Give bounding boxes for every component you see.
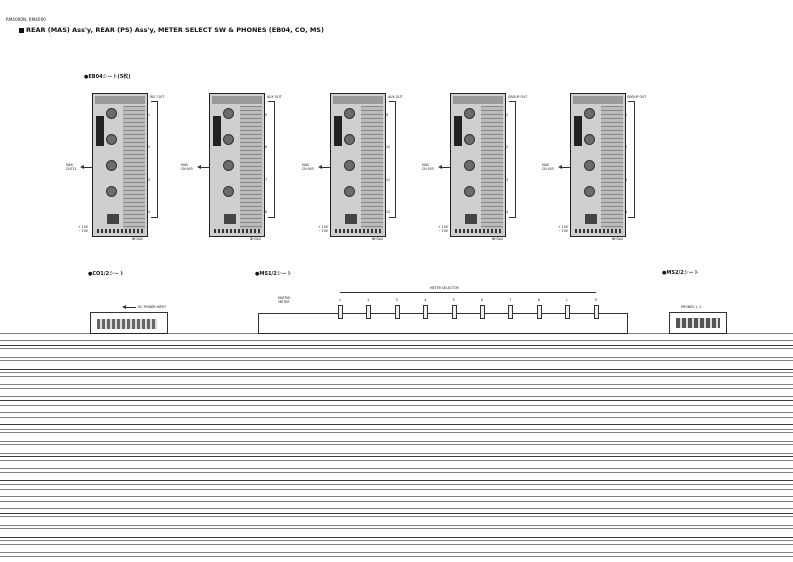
scan-line — [0, 468, 793, 469]
selector-switch — [594, 305, 599, 319]
output-bracket — [268, 101, 275, 218]
board-code: BH3A4 — [132, 237, 143, 241]
supply-label: + 15V − 15V — [318, 225, 328, 233]
mas-label: MAS CN 903 — [302, 163, 314, 171]
row-number: 9 — [386, 113, 389, 117]
ms2-board — [669, 312, 727, 334]
mas-label: MAS CN 403 — [542, 163, 554, 171]
scan-line — [0, 429, 793, 430]
out-label: GROUP OUT — [508, 95, 528, 99]
scan-line — [0, 552, 793, 553]
pcb-image — [330, 93, 389, 237]
row-number: 7 — [265, 178, 268, 182]
row-number: 4 — [148, 210, 151, 214]
mas-label: MAS CN711 — [66, 163, 77, 171]
ms1-board — [258, 313, 628, 334]
scan-line — [0, 460, 793, 461]
board-code: BH3A4 — [250, 237, 261, 241]
scan-line — [0, 556, 793, 557]
row-number: 2 — [506, 145, 509, 149]
row-number: 4 — [625, 210, 628, 214]
selector-switch — [423, 305, 428, 319]
row-number: 10 — [386, 145, 391, 149]
mas-label: MAS CN 903 — [181, 163, 193, 171]
scan-line — [0, 489, 793, 490]
switch-number: R — [594, 298, 597, 302]
selector-switch — [452, 305, 457, 319]
scan-line — [0, 528, 793, 529]
caution-mark — [334, 116, 342, 146]
model-number: RM4000N, RM4000 — [6, 17, 46, 22]
scan-line — [0, 333, 793, 334]
selector-switch — [480, 305, 485, 319]
lead-line — [84, 167, 92, 168]
scan-line — [0, 417, 793, 418]
caution-mark — [574, 116, 582, 146]
scan-line — [0, 453, 793, 454]
lead-line — [442, 167, 450, 168]
row-number: 1 — [148, 113, 151, 117]
scan-line — [0, 508, 793, 509]
scan-line — [0, 424, 793, 425]
meter-selector-label: METER SELECTOR — [430, 286, 459, 290]
lead-line — [201, 167, 209, 168]
scan-line — [0, 340, 793, 341]
scan-line — [0, 388, 793, 389]
row-number: 4 — [506, 210, 509, 214]
switch-number: 4 — [424, 298, 427, 302]
selector-switch — [565, 305, 570, 319]
row-number: 1 — [506, 113, 509, 117]
switch-number: 3 — [395, 298, 398, 302]
scan-line — [0, 496, 793, 497]
section-ms12-label: ●MS1/2シート — [255, 271, 292, 277]
caution-mark — [454, 116, 462, 146]
scan-line — [0, 513, 793, 514]
selector-switch — [366, 305, 371, 319]
row-number: 5 — [265, 113, 268, 117]
matrix-meter-label: MATRIX METER — [278, 296, 290, 304]
scan-line — [0, 484, 793, 485]
row-number: 12 — [386, 210, 391, 214]
supply-label: + 15V − 15V — [558, 225, 568, 233]
row-number: 3 — [625, 178, 628, 182]
section-eb04-label: ●EB04シート(5枚) — [84, 74, 131, 80]
out-label: GROUP OUT — [627, 95, 647, 99]
board-code: BH3A4 — [612, 237, 623, 241]
row-number: 1 — [625, 113, 628, 117]
pcb-image — [450, 93, 509, 237]
output-bracket — [628, 101, 635, 218]
row-number: 2 — [148, 145, 151, 149]
out-label: AUX OUT — [267, 95, 282, 99]
phones-label: PHONES 1, 2 — [681, 305, 702, 309]
scan-line — [0, 444, 793, 445]
output-bracket — [151, 101, 158, 218]
out-label: AUX OUT — [388, 95, 403, 99]
lead-line — [126, 307, 136, 308]
caution-mark — [96, 116, 104, 146]
scan-line — [0, 369, 793, 370]
scan-line — [0, 348, 793, 349]
selector-switch — [508, 305, 513, 319]
scan-line — [0, 472, 793, 473]
scan-line — [0, 405, 793, 406]
scan-line — [0, 372, 793, 373]
title-square-icon — [19, 28, 24, 33]
lead-line — [322, 167, 330, 168]
degraded-scan-area — [0, 333, 793, 562]
supply-label: + 15V − 15V — [438, 225, 448, 233]
scan-line — [0, 480, 793, 481]
selector-switch — [395, 305, 400, 319]
title-text: REAR (MAS) Ass'y, REAR (PS) Ass'y, METER SELECT SW & PHONES (EB04, CO, MS) — [26, 26, 324, 34]
scan-line — [0, 396, 793, 397]
scan-line — [0, 525, 793, 526]
scan-line — [0, 516, 793, 517]
lead-line — [562, 167, 570, 168]
switch-number: L — [566, 298, 568, 302]
pcb-image — [92, 93, 151, 237]
selector-switch — [537, 305, 542, 319]
pcb-image — [209, 93, 268, 237]
scan-line — [0, 412, 793, 413]
scan-line — [0, 357, 793, 358]
row-number: 3 — [506, 178, 509, 182]
supply-label: + 15V − 15V — [78, 225, 88, 233]
output-bracket — [389, 101, 396, 218]
scan-line — [0, 384, 793, 385]
selector-switch — [338, 305, 343, 319]
switch-number: 5 — [452, 298, 455, 302]
caution-mark — [213, 116, 221, 146]
switch-number: 7 — [509, 298, 512, 302]
output-bracket — [509, 101, 516, 218]
scan-line — [0, 376, 793, 377]
dc-power-input-label: DC POWER INPUT — [138, 305, 167, 309]
scan-line — [0, 456, 793, 457]
co-board — [90, 312, 168, 334]
scan-line — [0, 360, 793, 361]
scan-line — [0, 441, 793, 442]
board-code: BH3A4 — [372, 237, 383, 241]
row-number: 6 — [265, 145, 268, 149]
switch-number: 6 — [481, 298, 484, 302]
row-number: 2 — [625, 145, 628, 149]
section-ms22-label: ●MS2/2シート — [662, 270, 699, 276]
section-co12-label: ●CO1/2シート — [88, 271, 125, 277]
scan-line — [0, 432, 793, 433]
row-number: 3 — [148, 178, 151, 182]
switch-number: 8 — [537, 298, 540, 302]
row-number: 11 — [386, 178, 391, 182]
switch-number: 2 — [367, 298, 370, 302]
pcb-image — [570, 93, 626, 237]
row-number: 8 — [265, 210, 268, 214]
page-title — [19, 26, 324, 34]
board-code: BH3A4 — [492, 237, 503, 241]
scan-line — [0, 544, 793, 545]
scan-line — [0, 501, 793, 502]
scan-line — [0, 345, 793, 346]
scan-line — [0, 400, 793, 401]
out-label: REC OUT — [150, 95, 165, 99]
selector-bracket-line — [340, 292, 596, 293]
scan-line — [0, 537, 793, 538]
scan-line — [0, 540, 793, 541]
mas-label: MAS CN 503 — [422, 163, 434, 171]
switch-number: 1 — [339, 298, 342, 302]
